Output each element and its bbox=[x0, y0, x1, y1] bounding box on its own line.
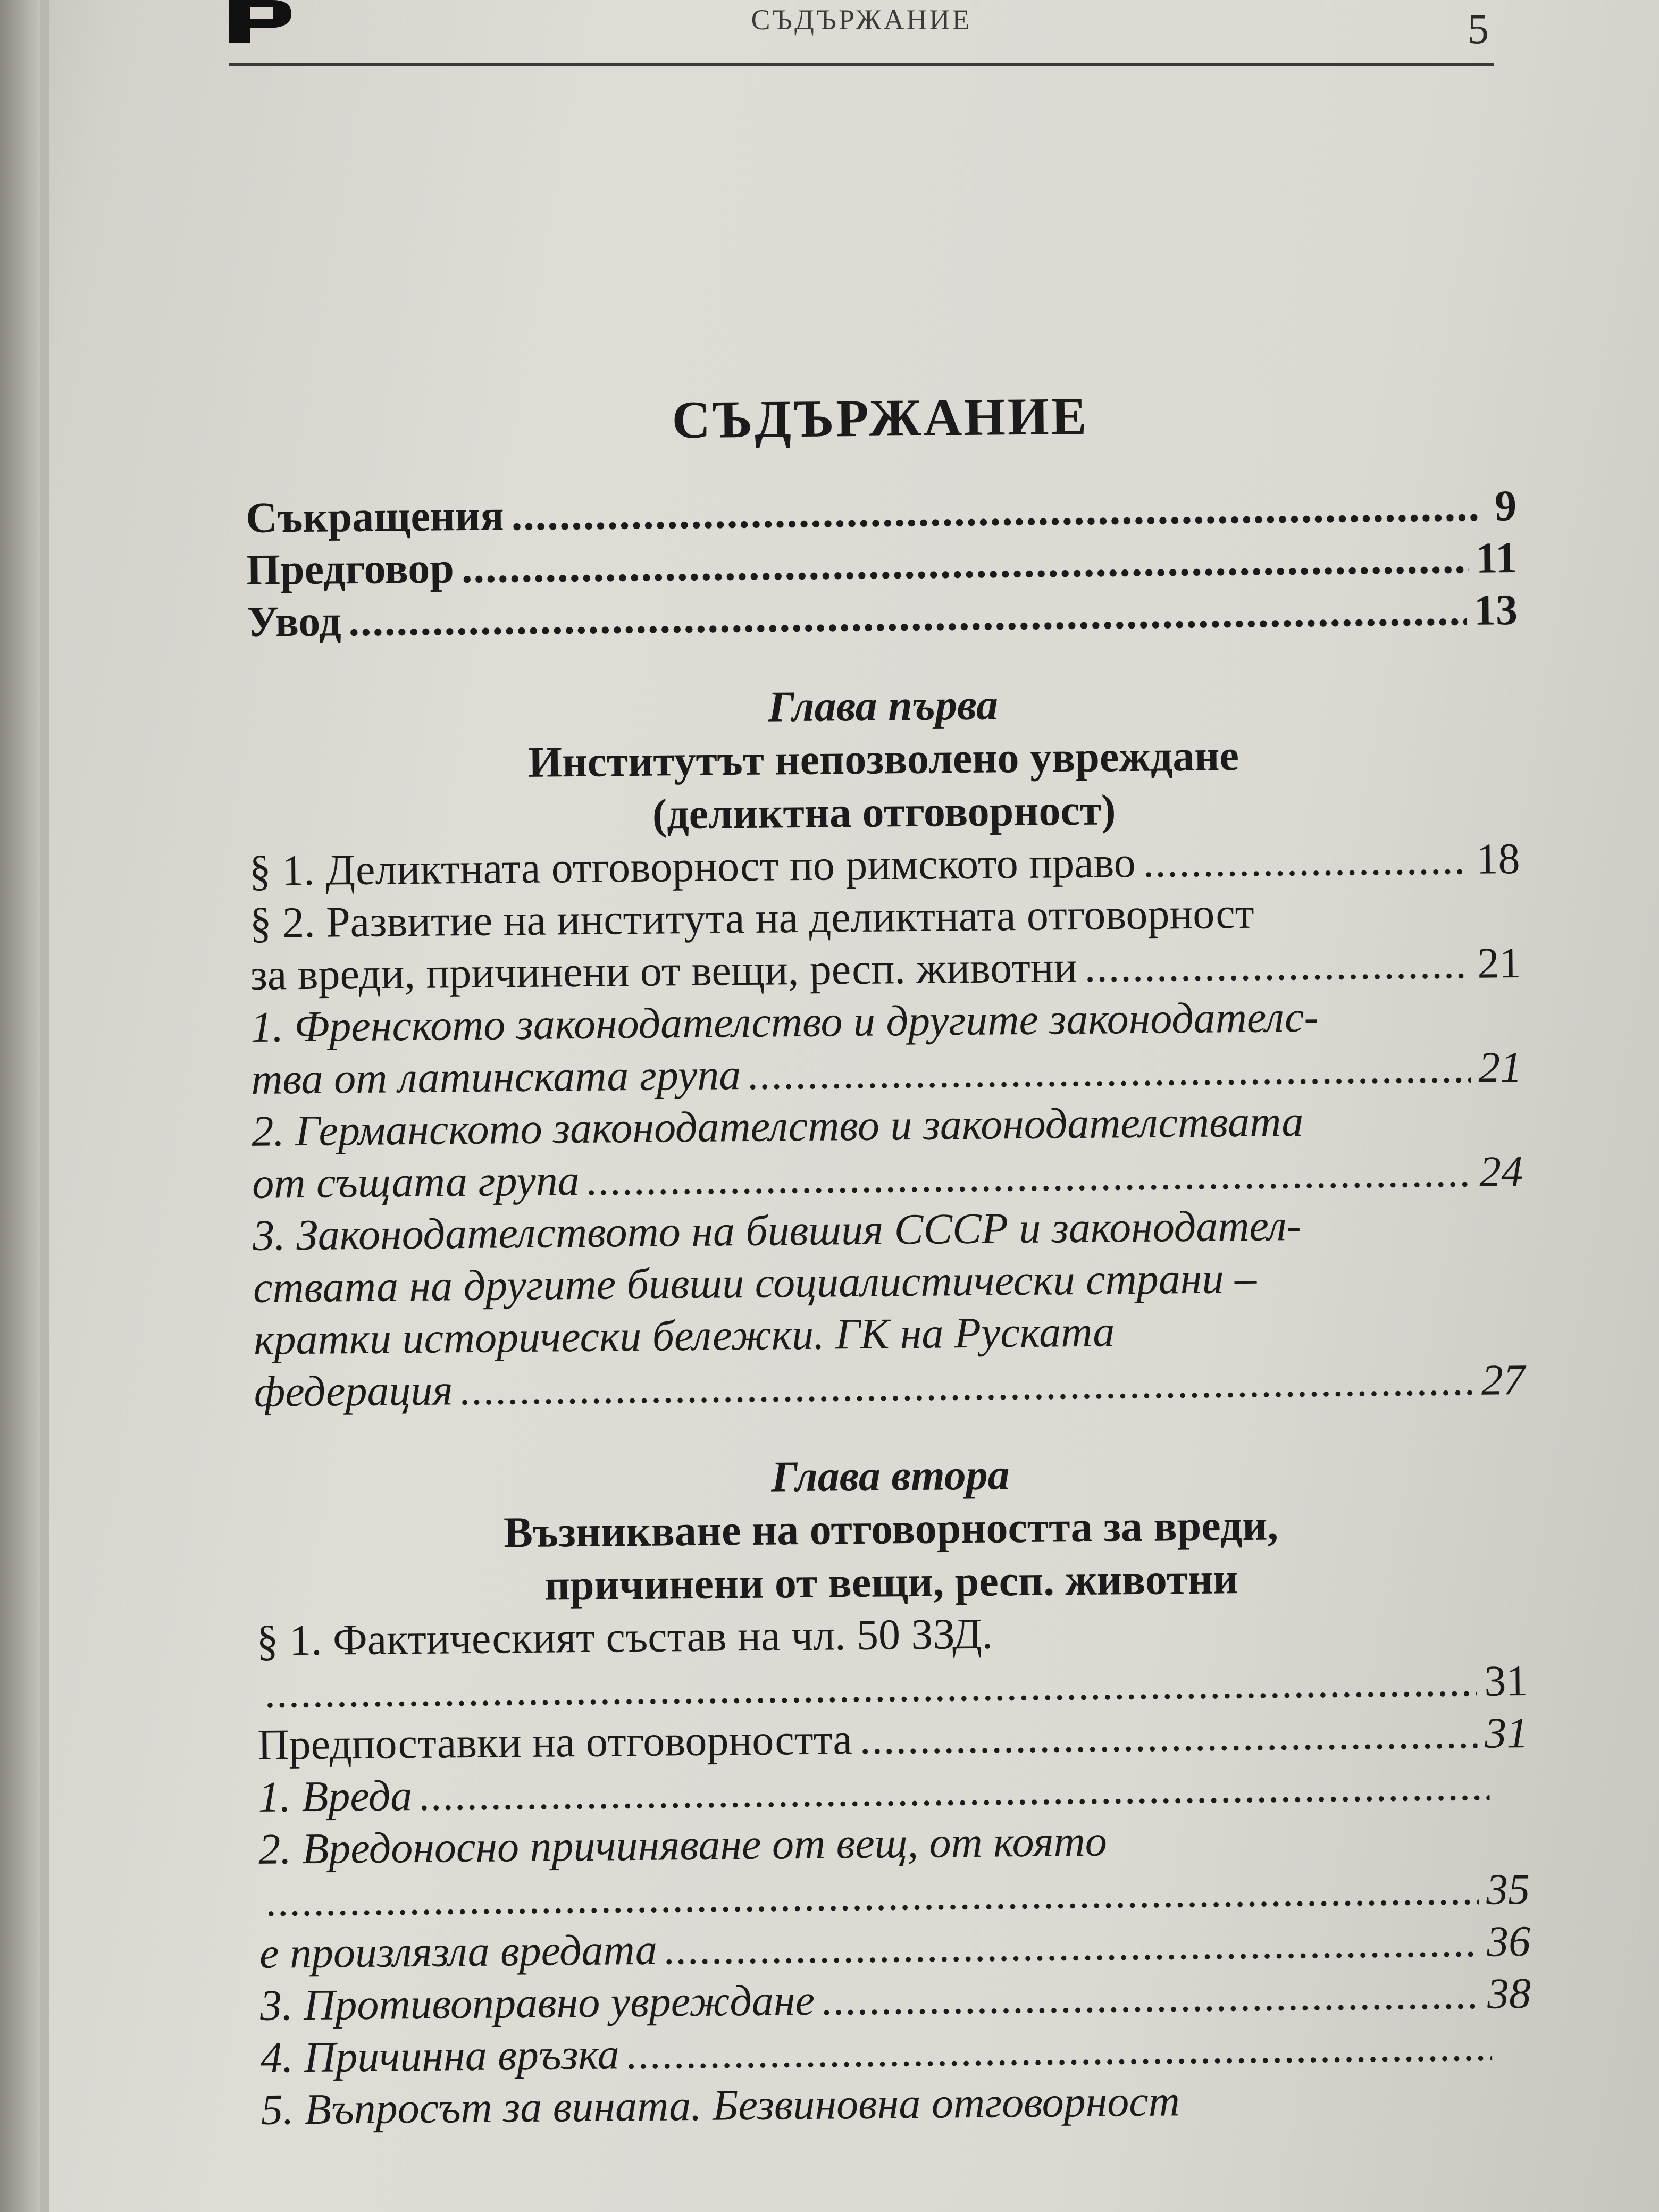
dot-leader bbox=[626, 2020, 1492, 2081]
chapter-label: Глава втора bbox=[771, 1450, 1010, 1501]
entry-title: § 1. Деликтната отговорност по римското право bbox=[249, 837, 1136, 895]
entry-page: 21 bbox=[1477, 939, 1521, 987]
dot-leader bbox=[822, 1968, 1480, 2026]
dot-leader bbox=[1084, 937, 1470, 993]
entry-page bbox=[1497, 1799, 1529, 1800]
running-title: СЪДЪРЖАНИЕ bbox=[751, 4, 972, 36]
entry-line: 2. Вредоносно причиняване от вещ, от която bbox=[258, 1816, 1108, 1873]
entry-title: за вреди, причинени от вещи, респ. животни bbox=[250, 943, 1078, 999]
entry-line: § 2. Развитие на института на деликтната отговорност bbox=[249, 889, 1254, 947]
entry-page: 31 bbox=[1484, 1656, 1528, 1705]
dot-leader bbox=[664, 1916, 1479, 1976]
toc-title: СЪДЪРЖАНИЕ bbox=[672, 386, 1089, 450]
entry-page: 36 bbox=[1486, 1916, 1531, 1966]
dot-leader bbox=[420, 1759, 1490, 1822]
entry-page: 35 bbox=[1486, 1864, 1530, 1914]
entry-line: ствата на другите бивши социалистически страни – bbox=[253, 1253, 1257, 1312]
dot-leader bbox=[460, 1354, 1474, 1416]
table-of-contents bbox=[245, 381, 1532, 2136]
dot-leader bbox=[859, 1707, 1477, 1765]
entry-line: 3. Законодателството на бившия СССР и законодател- bbox=[252, 1201, 1302, 1260]
chapter-label: Глава първа bbox=[767, 680, 999, 731]
page-edge-shadow bbox=[0, 0, 40, 2212]
entry-line: § 1. Фактическият състав на чл. 50 ЗЗД. bbox=[256, 1609, 993, 1665]
running-header bbox=[229, 0, 1494, 66]
entry-title: 1. Вреда bbox=[257, 1771, 413, 1821]
entry-title: тва от латинската група bbox=[250, 1050, 741, 1103]
entry-line: кратки исторически бележки. ГК на Руската bbox=[253, 1307, 1115, 1364]
chapter-title-line: Възникване на отговорността за вреди, bbox=[503, 1501, 1279, 1557]
dot-leader bbox=[1143, 833, 1469, 889]
entry-line: 2. Германското законодателство и законодателствата bbox=[251, 1096, 1304, 1155]
entry-title: Предговор bbox=[246, 543, 455, 594]
entry-title: 4. Причинна връзка bbox=[260, 2030, 620, 2082]
chapter-1 bbox=[247, 673, 1525, 1418]
dot-leader bbox=[461, 532, 1469, 594]
entry-title: 3. Противоправно увреждане bbox=[259, 1975, 815, 2030]
entry-title: федерация bbox=[254, 1365, 454, 1416]
dot-leader bbox=[748, 1042, 1471, 1101]
entry-page: 38 bbox=[1487, 1968, 1531, 2018]
entry-page: 11 bbox=[1476, 533, 1518, 582]
front-matter bbox=[246, 480, 1518, 648]
entry-title: е произлязла вредата bbox=[259, 1925, 658, 1978]
chapter-title-line: Институтът непозволено увреждане bbox=[527, 731, 1239, 786]
chapter-title-line: (деликтна отговорност) bbox=[652, 785, 1116, 839]
entry-page: 9 bbox=[1494, 481, 1517, 530]
entry-title: Съкращения bbox=[245, 491, 505, 542]
entry-page: 13 bbox=[1473, 585, 1518, 634]
entry-title: от същата група bbox=[252, 1156, 580, 1208]
entry-line: 5. Въпросът за вината. Безвиновна отговорност bbox=[261, 2076, 1180, 2134]
entry-line: 1. Френското законодателство и другите законодателс- bbox=[250, 992, 1319, 1051]
dot-leader bbox=[586, 1146, 1472, 1206]
dot-leader bbox=[511, 480, 1477, 541]
chapter-2 bbox=[255, 1443, 1532, 2136]
entry-page: 31 bbox=[1484, 1708, 1529, 1757]
entry-page: 27 bbox=[1481, 1355, 1526, 1404]
dot-leader bbox=[348, 584, 1467, 647]
entry-title: Увод bbox=[246, 597, 341, 646]
entry-page: 21 bbox=[1478, 1043, 1522, 1092]
chapter-title-line: причинени от вещи, респ. животни bbox=[544, 1554, 1238, 1610]
book-spine bbox=[40, 0, 49, 2212]
entry-page: 18 bbox=[1476, 834, 1520, 883]
entry-page: 24 bbox=[1479, 1146, 1523, 1196]
entry-title: Предпоставки на отговорността bbox=[257, 1715, 853, 1769]
page-number: 5 bbox=[1468, 6, 1489, 53]
